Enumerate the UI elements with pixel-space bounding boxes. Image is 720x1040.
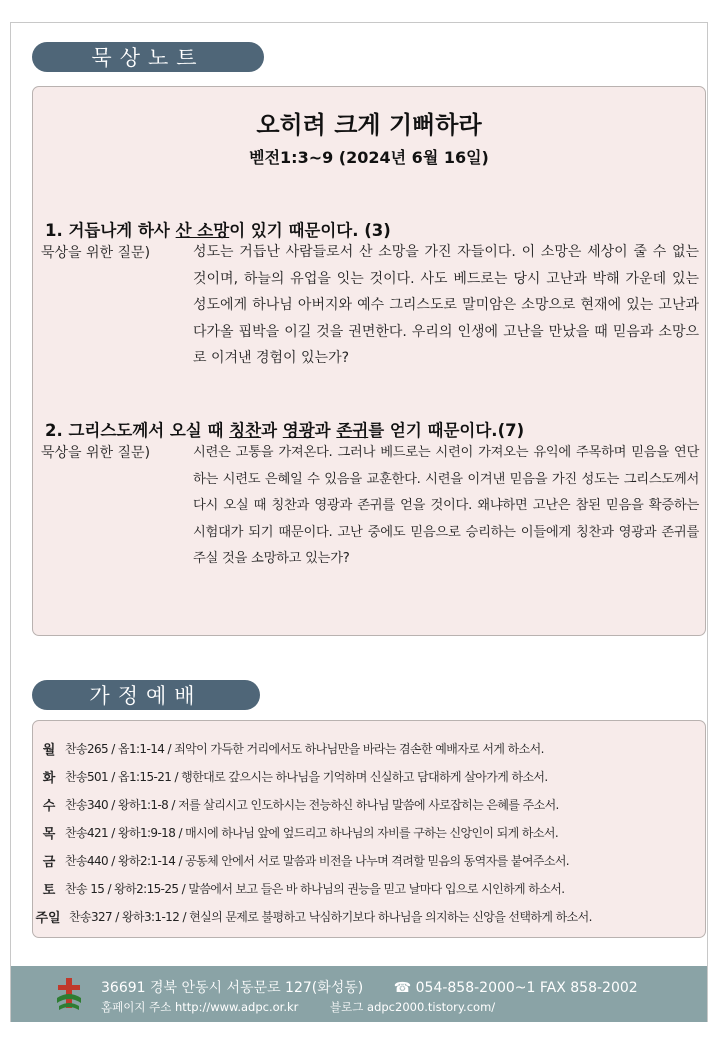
worship-text: 찬송 15 / 왕하2:15-25 / 말씀에서 보고 들은 바 하나님의 권능을 믿고 날마다 입으로 시인하게 하소서.	[65, 881, 565, 896]
day-label: 주일	[35, 910, 61, 926]
family-worship-box	[32, 720, 706, 938]
worship-row-thu	[33, 820, 705, 844]
worship-text: 찬송327 / 왕하3:1-12 / 현실의 문제로 불평하고 낙심하기보다 하나님을 의지하는 신앙을 선택하게 하소서.	[69, 909, 592, 924]
point1-heading: 1. 거듭나게 하사 산 소망이 있기 때문이다. (3)	[45, 221, 391, 240]
sermon-title: 오히려 크게 기뻐하라	[256, 111, 482, 139]
day-label: 월	[42, 742, 56, 758]
point2-keyword-praise: 칭찬	[229, 421, 262, 440]
footer-phone: ☎ 054-858-2000~1 FAX 858-2002	[393, 980, 638, 996]
point2-heading: 2. 그리스도께서 오실 때 칭찬과 영광과 존귀를 얻기 때문이다.(7)	[45, 421, 525, 440]
worship-text: 찬송340 / 왕하1:1-8 / 저를 살리시고 인도하시는 전능하신 하나님 말씀에 사로잡히는 은혜를 주소서.	[65, 797, 559, 812]
point1-question-label: 묵상을 위한 질문)	[41, 245, 151, 261]
section-label-meditation: 묵상노트	[32, 42, 264, 72]
footer-homepage-link[interactable]: 홈페이지 주소 http://www.adpc.or.kr	[101, 1000, 299, 1014]
sermon-reference: 벧전1:3~9 (2024년 6월 16일)	[249, 148, 489, 167]
footer-web-line	[101, 999, 495, 1015]
point2-keyword-glory: 영광	[282, 421, 315, 440]
day-label: 토	[42, 882, 56, 898]
worship-row-mon	[33, 736, 705, 760]
worship-text: 찬송421 / 왕하1:9-18 / 매시에 하나님 앞에 엎드리고 하나님의 자비를 구하는 신앙인이 되게 하소서.	[65, 825, 559, 840]
meditation-box	[32, 86, 706, 636]
church-logo-icon	[55, 976, 83, 1012]
section-label-family-worship: 가정예배	[32, 680, 260, 710]
worship-row-sat	[33, 876, 705, 900]
footer-contact-line	[101, 977, 638, 997]
worship-row-sun	[33, 904, 705, 928]
worship-text: 찬송440 / 왕하2:1-14 / 공동체 안에서 서로 말씀과 비전을 나누며 격려할 믿음의 동역자를 붙여주소서.	[65, 853, 570, 868]
point1-text: 성도는 거듭난 사람들로서 산 소망을 가진 자들이다. 이 소망은 세상이 줄 수 없는 것이며, 하늘의 유업을 잇는 것이다. 사도 베드로는 당시 고난과 박해 가운데 있는 성도에게 하나님 아버지와 예수 그리스도로 말미암은 소망으로 현재에 있는 고난과 다가올 핍박을 이길 것을 권면한다. 우리의 인생에 고난을 만났을 때 믿음과 소망으로 이겨낸 경험이 있는가?	[193, 244, 699, 366]
worship-row-wed	[33, 792, 705, 816]
point2-text: 시련은 고통을 가져온다. 그러나 베드로는 시련이 가져오는 유익에 주목하며 믿음을 연단하는 시련도 은혜일 수 있음을 교훈한다. 시련을 이겨낸 믿음을 가진 성도는 그리스도께서 다시 오실 때 칭찬과 영광과 존귀를 얻을 것이다. 왜냐하면 고난은 참된 믿음을 확증하는 시험대가 되기 때문이다. 고난 중에도 믿음으로 승리하는 이들에게 칭찬과 영광과 존귀를 주실 것을 소망하고 있는가?	[193, 445, 699, 566]
point1-keyword: 산 소망	[175, 221, 230, 240]
day-label: 화	[42, 770, 56, 786]
worship-row-fri	[33, 848, 705, 872]
day-label: 금	[42, 854, 56, 870]
footer	[11, 966, 707, 1022]
footer-address: 36691 경북 안동시 서동문로 127(화성동)	[101, 980, 364, 996]
day-label: 목	[42, 826, 56, 842]
point2-question-label: 묵상을 위한 질문)	[41, 445, 151, 461]
footer-blog-link[interactable]: 블로그 adpc2000.tistory.com/	[330, 1000, 496, 1014]
worship-text: 찬송501 / 옵1:15-21 / 행한대로 갚으시는 하나님을 기억하며 신실하고 담대하게 살아가게 하소서.	[65, 769, 548, 784]
worship-text: 찬송265 / 옵1:1-14 / 죄악이 가득한 거리에서도 하나님만을 바라는 겸손한 예배자로 서게 하소서.	[65, 741, 544, 756]
worship-row-tue	[33, 764, 705, 788]
day-label: 수	[42, 798, 56, 814]
point2-keyword-honor: 존귀	[336, 421, 369, 440]
